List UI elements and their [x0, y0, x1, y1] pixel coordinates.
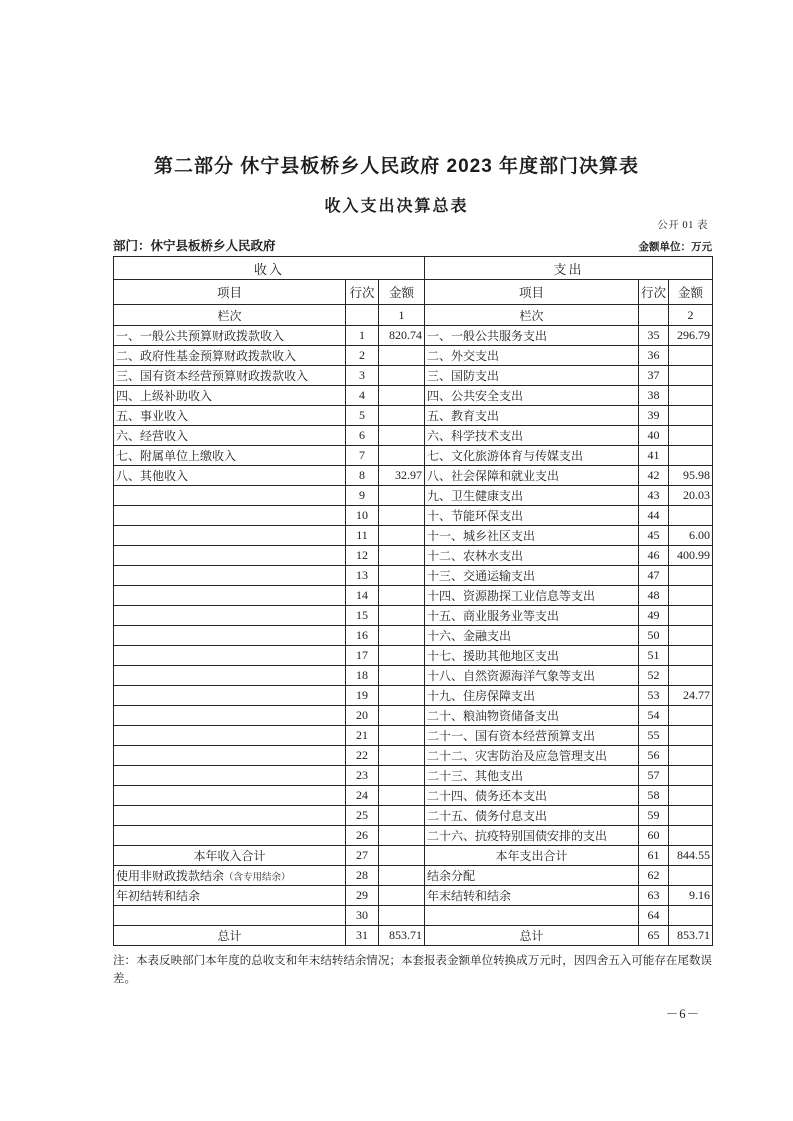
i-item-cell: 七、附属单位上缴收入	[114, 446, 346, 466]
e-item-cell: 十二、农林水支出	[425, 546, 639, 566]
table-row	[114, 686, 713, 706]
e-item-cell: 十四、资源勘探工业信息等支出	[425, 586, 639, 606]
i-item-sub-label: （含专用结余）	[224, 873, 291, 883]
e-row-cell: 52	[639, 666, 669, 686]
e-row-cell: 44	[639, 506, 669, 526]
page-title: 第二部分 休宁县板桥乡人民政府 2023 年度部门决算表	[153, 156, 640, 177]
table-row	[114, 366, 713, 386]
e-item-cell: 二十、粮油物资储备支出	[425, 706, 639, 726]
i-row-cell: 15	[346, 606, 379, 626]
e-row-cell: 54	[639, 706, 669, 726]
expense-section-header: 支出	[425, 257, 713, 280]
e-item-cell: 年末结转和结余	[425, 886, 639, 906]
i-item-cell	[114, 606, 346, 626]
e-item-cell: 十九、住房保障支出	[425, 686, 639, 706]
table-row	[114, 906, 713, 926]
i-row-cell: 21	[346, 726, 379, 746]
i-item-cell: 年初结转和结余	[114, 886, 346, 906]
i-amt-cell: 820.74	[379, 326, 425, 346]
i-row-cell: 17	[346, 646, 379, 666]
column-header-row	[114, 280, 713, 305]
table-row	[114, 466, 713, 486]
table-row	[114, 806, 713, 826]
income-line-header: 行次	[346, 280, 379, 305]
e-item-cell: 十、节能环保支出	[425, 506, 639, 526]
e-row-cell: 43	[639, 486, 669, 506]
e-row-cell: 57	[639, 766, 669, 786]
e-amt-cell: 853.71	[669, 926, 713, 946]
i-row-cell: 2	[346, 346, 379, 366]
e-row-cell: 63	[639, 886, 669, 906]
e-row-cell: 56	[639, 746, 669, 766]
i-amt-cell	[379, 806, 425, 826]
section-header-row	[114, 257, 713, 280]
i-item-cell	[114, 906, 346, 926]
i-row-cell: 22	[346, 746, 379, 766]
i-amt-cell	[379, 426, 425, 446]
e-amt-cell	[669, 806, 713, 826]
e-amt-cell	[669, 906, 713, 926]
table-row	[114, 626, 713, 646]
i-item-cell: 本年收入合计	[114, 846, 346, 866]
e-item-cell: 二十四、债务还本支出	[425, 786, 639, 806]
i-row-cell: 18	[346, 666, 379, 686]
table-row	[114, 766, 713, 786]
i-amt-cell	[379, 486, 425, 506]
e-row-cell: 41	[639, 446, 669, 466]
i-amt-cell	[379, 646, 425, 666]
i-item-cell	[114, 826, 346, 846]
i-item-cell	[114, 686, 346, 706]
table-row	[114, 886, 713, 906]
meta-row	[113, 236, 712, 254]
e-item-cell: 本年支出合计	[425, 846, 639, 866]
i-item-cell	[114, 666, 346, 686]
table-body	[114, 326, 713, 946]
e-item-cell: 八、社会保障和就业支出	[425, 466, 639, 486]
e-amt-cell: 6.00	[669, 526, 713, 546]
e-item-cell: 一、一般公共服务支出	[425, 326, 639, 346]
i-item-cell	[114, 806, 346, 826]
i-row-cell: 8	[346, 466, 379, 486]
i-item-cell: 二、政府性基金预算财政拨款收入	[114, 346, 346, 366]
e-amt-cell	[669, 446, 713, 466]
e-amt-cell	[669, 506, 713, 526]
e-amt-cell: 95.98	[669, 466, 713, 486]
i-item-cell: 四、上级补助收入	[114, 386, 346, 406]
e-amt-cell: 24.77	[669, 686, 713, 706]
table-row	[114, 486, 713, 506]
e-amt-cell	[669, 766, 713, 786]
e-item-cell: 十五、商业服务业等支出	[425, 606, 639, 626]
table-row	[114, 506, 713, 526]
i-row-cell: 30	[346, 906, 379, 926]
table-row	[114, 726, 713, 746]
i-item-cell: 总计	[114, 926, 346, 946]
i-row-cell: 14	[346, 586, 379, 606]
column-index-row	[114, 305, 713, 326]
e-amt-cell	[669, 746, 713, 766]
expense-column-index: 2	[669, 305, 713, 326]
i-item-cell	[114, 546, 346, 566]
e-row-cell: 48	[639, 586, 669, 606]
income-amount-header: 金额	[379, 280, 425, 305]
income-lanci-line-cell	[346, 305, 379, 326]
table-row	[114, 526, 713, 546]
i-amt-cell	[379, 826, 425, 846]
i-item-cell: 一、一般公共预算财政拨款收入	[114, 326, 346, 346]
e-row-cell: 61	[639, 846, 669, 866]
e-row-cell: 42	[639, 466, 669, 486]
i-item-cell: 六、经营收入	[114, 426, 346, 446]
expense-lanci-line-cell	[639, 305, 669, 326]
i-item-cell: 八、其他收入	[114, 466, 346, 486]
e-amt-cell: 844.55	[669, 846, 713, 866]
i-amt-cell: 853.71	[379, 926, 425, 946]
e-item-cell	[425, 906, 639, 926]
i-item-cell: 使用非财政拨款结余（含专用结余）	[114, 866, 346, 886]
i-amt-cell	[379, 746, 425, 766]
i-row-cell: 28	[346, 866, 379, 886]
i-row-cell: 5	[346, 406, 379, 426]
i-amt-cell	[379, 686, 425, 706]
e-item-cell: 二、外交支出	[425, 346, 639, 366]
e-row-cell: 39	[639, 406, 669, 426]
e-item-cell: 十八、自然资源海洋气象等支出	[425, 666, 639, 686]
i-amt-cell	[379, 666, 425, 686]
i-row-cell: 12	[346, 546, 379, 566]
e-item-cell: 十七、援助其他地区支出	[425, 646, 639, 666]
i-amt-cell	[379, 506, 425, 526]
i-row-cell: 25	[346, 806, 379, 826]
i-row-cell: 4	[346, 386, 379, 406]
table-row	[114, 606, 713, 626]
i-item-cell	[114, 506, 346, 526]
i-item-cell	[114, 786, 346, 806]
e-amt-cell	[669, 566, 713, 586]
i-row-cell: 13	[346, 566, 379, 586]
e-item-cell: 总计	[425, 926, 639, 946]
expense-item-header: 项目	[425, 280, 639, 305]
e-amt-cell	[669, 666, 713, 686]
table-row	[114, 446, 713, 466]
e-item-cell: 七、文化旅游体育与传媒支出	[425, 446, 639, 466]
budget-summary-table	[113, 256, 713, 946]
e-amt-cell	[669, 646, 713, 666]
e-row-cell: 36	[639, 346, 669, 366]
i-item-cell	[114, 526, 346, 546]
i-row-cell: 9	[346, 486, 379, 506]
i-row-cell: 1	[346, 326, 379, 346]
i-item-cell	[114, 486, 346, 506]
table-row	[114, 326, 713, 346]
e-amt-cell: 296.79	[669, 326, 713, 346]
table-row	[114, 926, 713, 946]
i-item-cell	[114, 746, 346, 766]
e-row-cell: 62	[639, 866, 669, 886]
e-row-cell: 37	[639, 366, 669, 386]
i-row-cell: 10	[346, 506, 379, 526]
i-row-cell: 26	[346, 826, 379, 846]
e-row-cell: 51	[639, 646, 669, 666]
i-amt-cell: 32.97	[379, 466, 425, 486]
e-row-cell: 35	[639, 326, 669, 346]
table-row	[114, 846, 713, 866]
e-amt-cell	[669, 406, 713, 426]
i-item-cell	[114, 626, 346, 646]
e-item-cell: 六、科学技术支出	[425, 426, 639, 446]
e-item-cell: 四、公共安全支出	[425, 386, 639, 406]
e-row-cell: 50	[639, 626, 669, 646]
table-code-label: 公开 01 表	[657, 220, 708, 231]
i-amt-cell	[379, 526, 425, 546]
i-amt-cell	[379, 546, 425, 566]
i-amt-cell	[379, 406, 425, 426]
table-row	[114, 826, 713, 846]
i-row-cell: 31	[346, 926, 379, 946]
i-amt-cell	[379, 866, 425, 886]
e-row-cell: 53	[639, 686, 669, 706]
table-row	[114, 406, 713, 426]
e-amt-cell	[669, 826, 713, 846]
i-item-cell	[114, 726, 346, 746]
e-item-cell: 二十三、其他支出	[425, 766, 639, 786]
e-amt-cell	[669, 346, 713, 366]
e-amt-cell	[669, 626, 713, 646]
e-item-cell: 五、教育支出	[425, 406, 639, 426]
i-item-cell	[114, 566, 346, 586]
e-row-cell: 47	[639, 566, 669, 586]
i-row-cell: 27	[346, 846, 379, 866]
e-amt-cell: 20.03	[669, 486, 713, 506]
i-row-cell: 16	[346, 626, 379, 646]
e-amt-cell	[669, 586, 713, 606]
sheet	[113, 217, 712, 1022]
e-row-cell: 55	[639, 726, 669, 746]
table-row	[114, 866, 713, 886]
income-section-header: 收入	[114, 257, 425, 280]
i-amt-cell	[379, 606, 425, 626]
e-row-cell: 65	[639, 926, 669, 946]
income-column-index: 1	[379, 305, 425, 326]
e-item-cell: 十三、交通运输支出	[425, 566, 639, 586]
e-amt-cell	[669, 366, 713, 386]
i-row-cell: 24	[346, 786, 379, 806]
page-subtitle: 收入支出决算总表	[324, 198, 469, 215]
table-row	[114, 546, 713, 566]
table-row	[114, 426, 713, 446]
i-item-cell: 五、事业收入	[114, 406, 346, 426]
i-row-cell: 19	[346, 686, 379, 706]
e-amt-cell	[669, 706, 713, 726]
i-amt-cell	[379, 786, 425, 806]
i-item-cell: 三、国有资本经营预算财政拨款收入	[114, 366, 346, 386]
expense-line-header: 行次	[639, 280, 669, 305]
table-row	[114, 706, 713, 726]
i-row-cell: 3	[346, 366, 379, 386]
i-item-cell	[114, 706, 346, 726]
e-amt-cell: 400.99	[669, 546, 713, 566]
e-item-cell: 二十五、债务付息支出	[425, 806, 639, 826]
income-item-header: 项目	[114, 280, 346, 305]
e-item-cell: 二十六、抗疫特别国债安排的支出	[425, 826, 639, 846]
i-amt-cell	[379, 446, 425, 466]
i-amt-cell	[379, 886, 425, 906]
i-row-cell: 7	[346, 446, 379, 466]
table-row	[114, 386, 713, 406]
e-item-cell: 十一、城乡社区支出	[425, 526, 639, 546]
i-row-cell: 11	[346, 526, 379, 546]
table-row	[114, 746, 713, 766]
income-lanci-label: 栏次	[114, 305, 346, 326]
e-row-cell: 49	[639, 606, 669, 626]
unit-label: 金额单位：万元	[638, 242, 712, 253]
i-row-cell: 23	[346, 766, 379, 786]
e-item-cell: 结余分配	[425, 866, 639, 886]
i-item-cell	[114, 646, 346, 666]
i-item-cell	[114, 766, 346, 786]
table-row	[114, 666, 713, 686]
table-row	[114, 566, 713, 586]
e-row-cell: 59	[639, 806, 669, 826]
i-amt-cell	[379, 366, 425, 386]
e-row-cell: 38	[639, 386, 669, 406]
i-amt-cell	[379, 766, 425, 786]
e-row-cell: 58	[639, 786, 669, 806]
e-row-cell: 60	[639, 826, 669, 846]
i-amt-cell	[379, 386, 425, 406]
i-amt-cell	[379, 626, 425, 646]
e-item-cell: 二十一、国有资本经营预算支出	[425, 726, 639, 746]
e-amt-cell	[669, 726, 713, 746]
e-amt-cell: 9.16	[669, 886, 713, 906]
e-amt-cell	[669, 786, 713, 806]
i-amt-cell	[379, 726, 425, 746]
i-row-cell: 6	[346, 426, 379, 446]
e-amt-cell	[669, 386, 713, 406]
table-row	[114, 586, 713, 606]
i-item-cell	[114, 586, 346, 606]
e-row-cell: 40	[639, 426, 669, 446]
i-amt-cell	[379, 346, 425, 366]
i-row-cell: 29	[346, 886, 379, 906]
e-row-cell: 46	[639, 546, 669, 566]
e-item-cell: 九、卫生健康支出	[425, 486, 639, 506]
table-row	[114, 646, 713, 666]
expense-lanci-label: 栏次	[425, 305, 639, 326]
expense-amount-header: 金额	[669, 280, 713, 305]
i-amt-cell	[379, 566, 425, 586]
e-amt-cell	[669, 606, 713, 626]
department-label: 部门：休宁县板桥乡人民政府	[113, 239, 276, 253]
e-amt-cell	[669, 426, 713, 446]
e-item-cell: 三、国防支出	[425, 366, 639, 386]
i-row-cell: 20	[346, 706, 379, 726]
e-item-cell: 二十二、灾害防治及应急管理支出	[425, 746, 639, 766]
page-number: －6－	[665, 1006, 700, 1021]
e-row-cell: 45	[639, 526, 669, 546]
i-amt-cell	[379, 906, 425, 926]
e-amt-cell	[669, 866, 713, 886]
i-amt-cell	[379, 586, 425, 606]
e-item-cell: 十六、金融支出	[425, 626, 639, 646]
e-row-cell: 64	[639, 906, 669, 926]
table-note: 注：本表反映部门本年度的总收支和年末结转结余情况；本套报表金额单位转换成万元时，因四舍五入可能存在尾数误差。	[113, 955, 712, 985]
i-amt-cell	[379, 846, 425, 866]
table-row	[114, 786, 713, 806]
table-row	[114, 346, 713, 366]
i-amt-cell	[379, 706, 425, 726]
